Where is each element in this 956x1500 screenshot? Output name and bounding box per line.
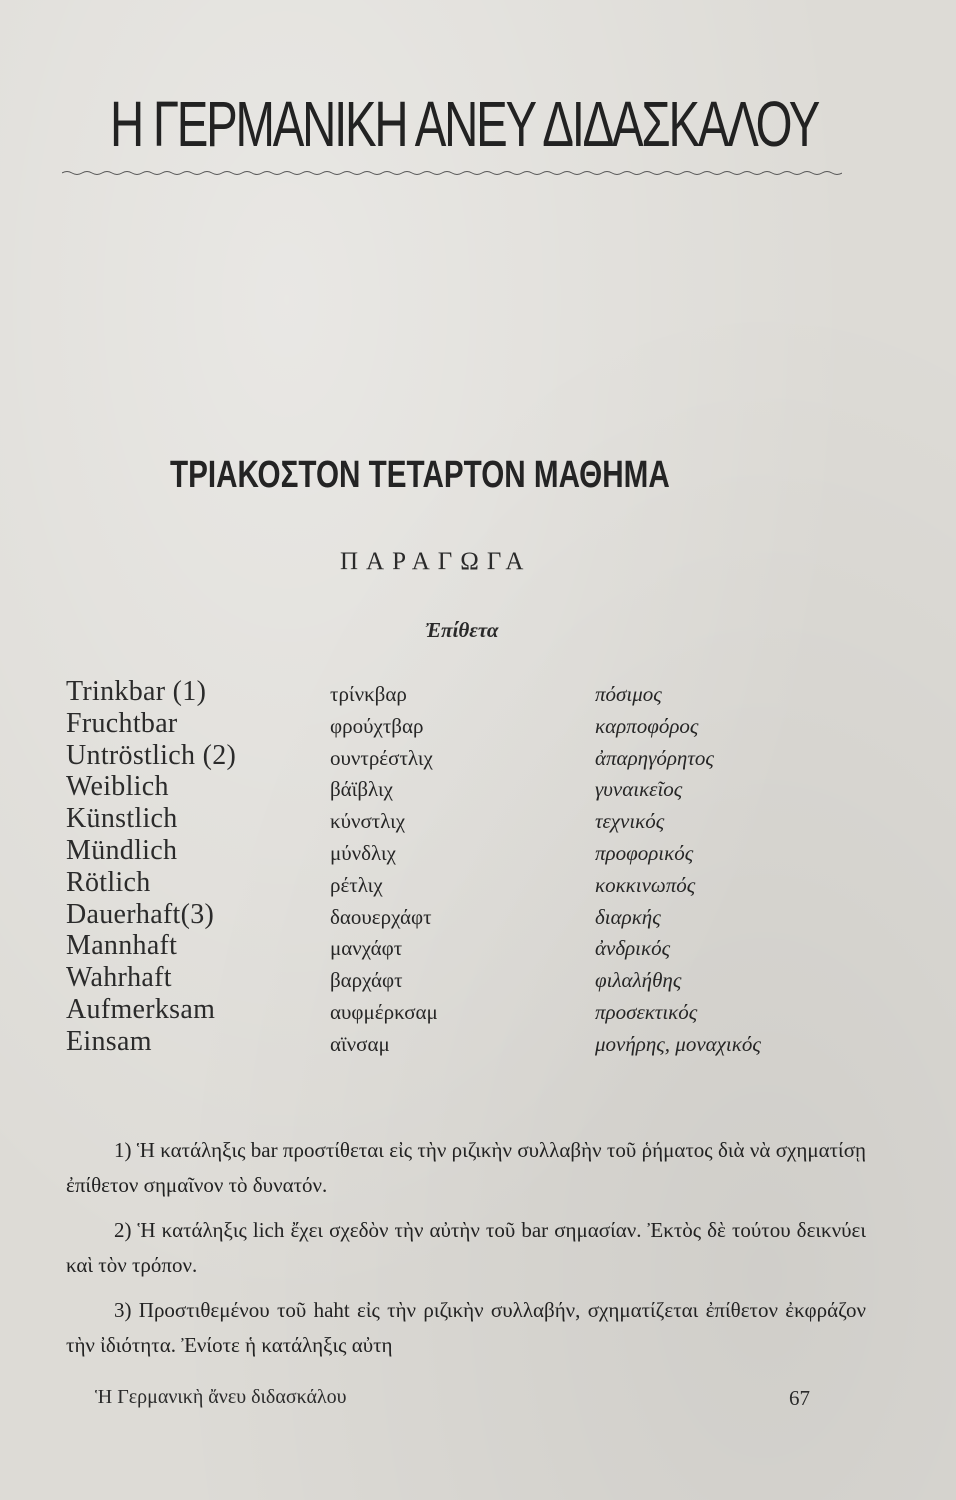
greek-meaning: προφορικός [595, 840, 694, 865]
vocab-row [66, 835, 886, 867]
vocab-row [66, 867, 886, 899]
vocab-row [66, 1026, 886, 1058]
pronunciation: κύνστλιχ [330, 809, 406, 834]
vocab-row [66, 740, 886, 772]
greek-meaning: φιλαλήθης [595, 968, 682, 993]
german-word: Untröstlich (2) [66, 739, 237, 771]
pronunciation: μανχάφτ [330, 936, 403, 961]
greek-meaning: προσεκτικός [595, 999, 698, 1024]
greek-meaning: μονήρης, μοναχικός [595, 1031, 761, 1056]
lesson-title: ΤΡΙΑΚΟΣΤΟΝ ΤΕΤΑΡΤΟΝ ΜΑΘΗΜΑ [170, 454, 670, 496]
pronunciation: βαρχάφτ [330, 968, 403, 993]
german-word: Wahrhaft [66, 962, 172, 994]
vocab-row [66, 803, 886, 835]
greek-meaning: κοκκινωπός [595, 872, 696, 897]
pronunciation: ουντρέστλιχ [330, 745, 433, 770]
greek-meaning: πόσιμος [595, 682, 662, 706]
vocab-row [66, 771, 886, 803]
pronunciation: μύνδλιχ [330, 840, 396, 865]
pronunciation: φρούχτβαρ [330, 713, 424, 738]
vocab-row [66, 676, 886, 708]
german-word: Rötlich [66, 866, 151, 898]
greek-meaning: γυναικεῖος [595, 777, 683, 802]
running-header-title: Η ΓΕΡΜΑΝΙΚΗ ΑΝΕΥ ΔΙΔΑΣΚΑΛΟΥ [110, 88, 819, 160]
pronunciation: αϊνσαμ [330, 1031, 390, 1056]
german-word: Mündlich [66, 834, 178, 866]
vocab-row [66, 899, 886, 931]
greek-meaning: καρποφόρος [595, 713, 699, 738]
page-number: 67 [789, 1386, 810, 1410]
footer-book-title: Ἡ Γερμανικὴ ἄνευ διδασκάλου [95, 1386, 347, 1408]
pronunciation: βάϊβλιχ [330, 777, 393, 802]
greek-meaning: ἀνδρικός [595, 936, 671, 961]
vocab-row [66, 994, 886, 1026]
german-word: Dauerhaft(3) [66, 898, 215, 930]
footnotes [66, 1133, 866, 1373]
german-word: Trinkbar (1) [66, 676, 207, 707]
footnote-3: 3) Προστιθεμένου τοῦ haht εἰς τὴν ριζικὴν συλλαβήν, σχηματίζεται ἐπίθετον ἐκφράζον τὴν ἰδιότητα. Ἐνίοτε ἡ κατάληξις αὐτη [66, 1298, 866, 1357]
pronunciation: τρίνκβαρ [330, 682, 407, 706]
greek-meaning: διαρκής [595, 904, 661, 929]
pronunciation: δαουερχάφτ [330, 904, 432, 929]
page-footer [95, 1386, 855, 1416]
german-word: Künstlich [66, 803, 178, 835]
greek-meaning: ἀπαρηγόρητος [595, 745, 714, 770]
vocabulary-table [66, 676, 886, 1058]
german-word: Aufmerksam [66, 993, 216, 1025]
footnote-1: 1) Ἡ κατάληξις bar προστίθεται εἰς τὴν ριζικὴν συλλαβὴν τοῦ ῥήματος διὰ νὰ σχηματίσῃ ἐπίθετον σημαῖνον τὸ δυνατόν. [66, 1138, 866, 1197]
vocab-row [66, 962, 886, 994]
pronunciation: ρέτλιχ [330, 872, 383, 897]
vocab-row [66, 708, 886, 740]
subsection-title: Ἐπίθετα [425, 618, 499, 642]
pronunciation: αυφμέρκσαμ [330, 999, 438, 1024]
german-word: Einsam [66, 1025, 152, 1057]
german-word: Mannhaft [66, 930, 178, 962]
greek-meaning: τεχνικός [595, 809, 665, 834]
german-word: Fruchtbar [66, 707, 178, 739]
header-wavy-rule [62, 170, 842, 176]
vocab-row [66, 930, 886, 962]
footnote-2: 2) Ἡ κατάληξις lich ἔχει σχεδὸν τὴν αὐτὴν τοῦ bar σημασίαν. Ἐκτὸς δὲ τούτου δεικνύει καὶ τὸν τρόπον. [66, 1218, 866, 1277]
german-word: Weiblich [66, 771, 169, 803]
section-title: ΠΑΡΑΓΩΓΑ [340, 548, 532, 575]
